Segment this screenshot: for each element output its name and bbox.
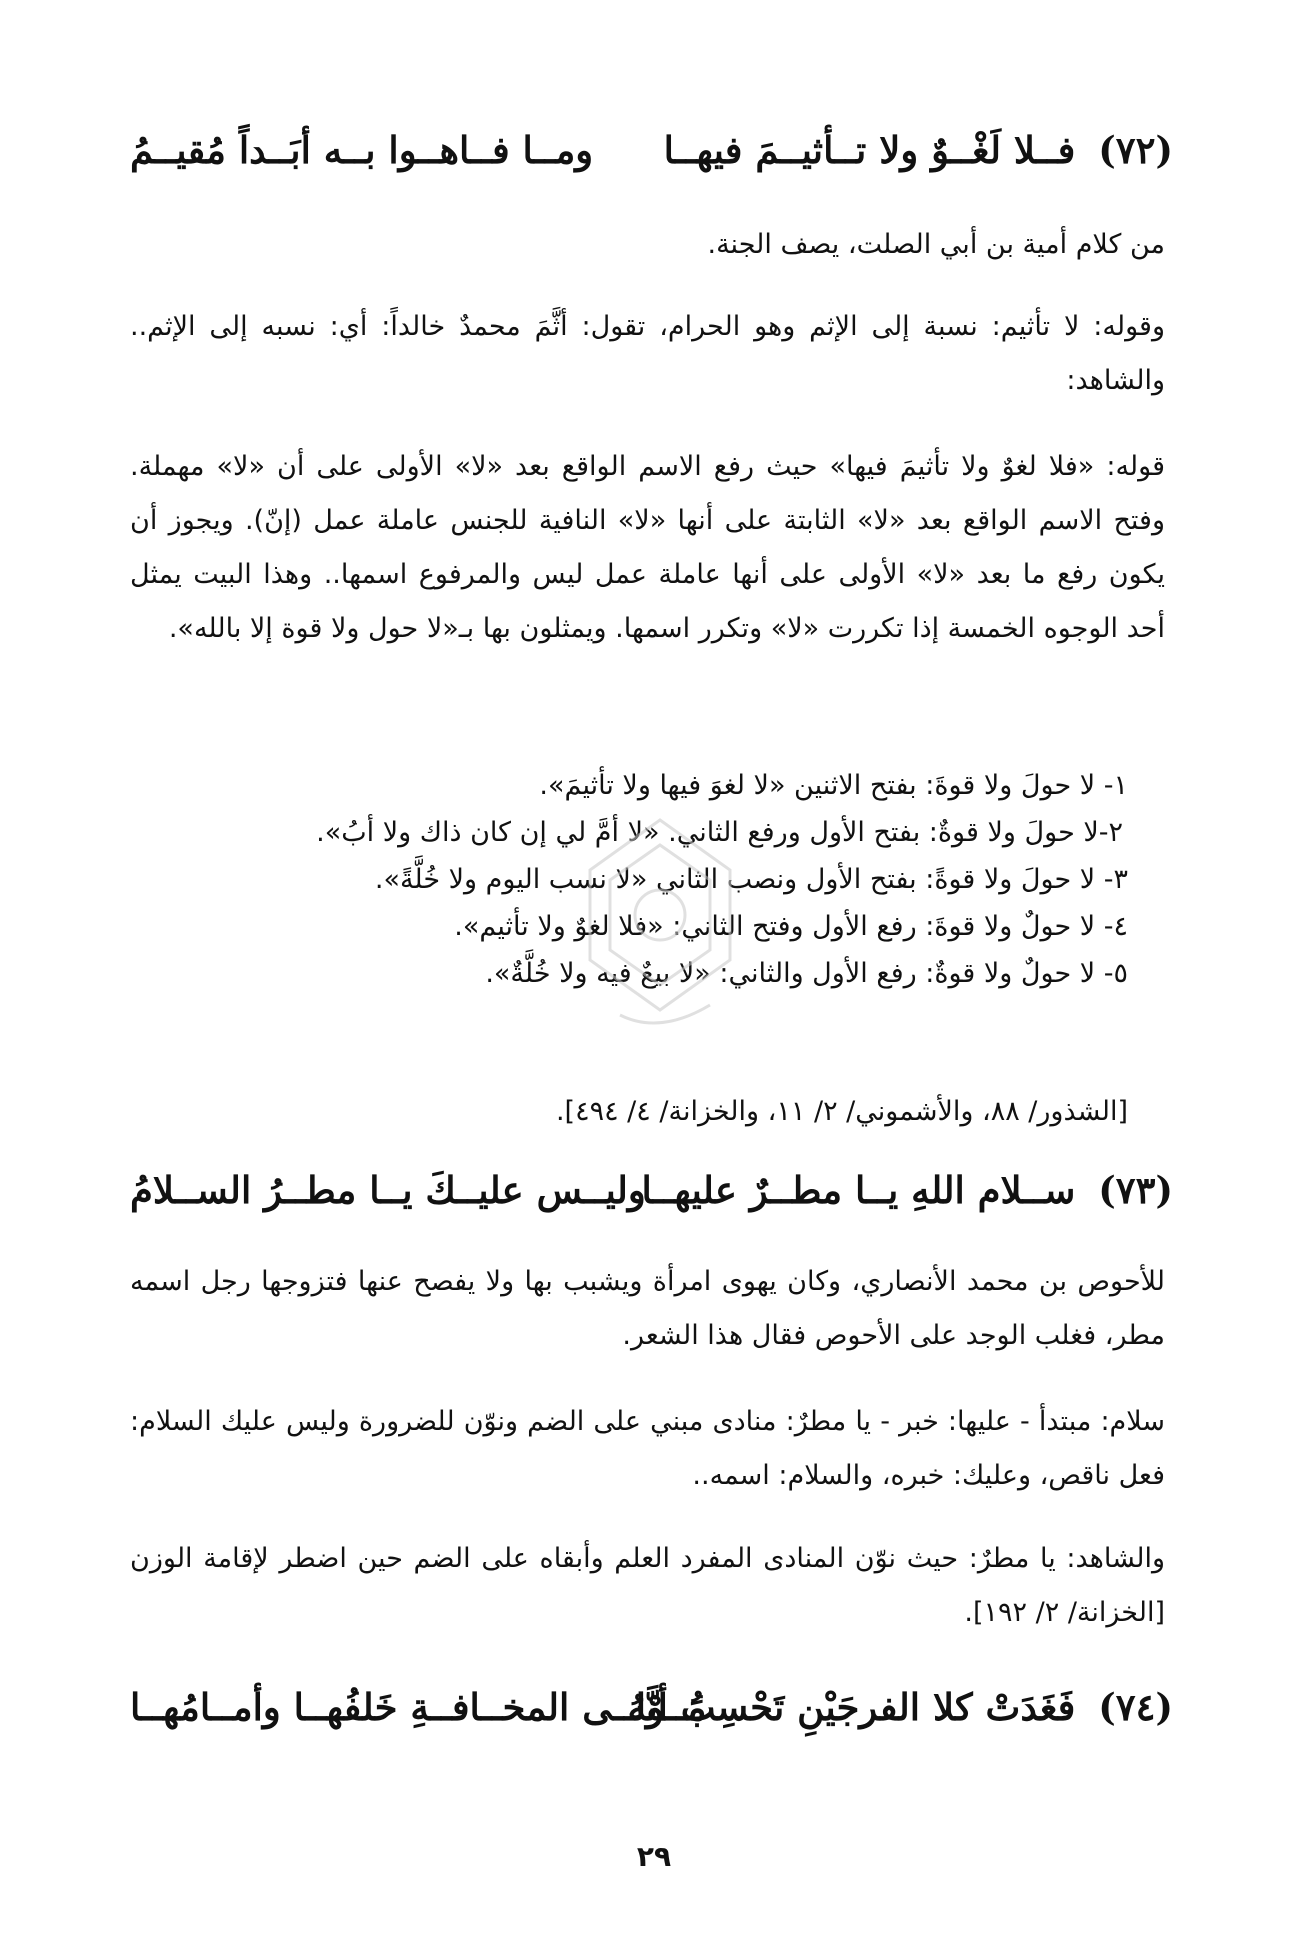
verse-hemistich-second: وليــس عليــكَ يــا مطــرُ الســلامُ (130, 1168, 646, 1212)
verse-hemistich-first: ســلام اللهِ يــا مطــرٌ عليهــا (641, 1168, 1076, 1212)
verse-hemistich-first: فــلا لَغْــوٌ ولا تــأثيــمَ فيهــا (663, 128, 1076, 172)
poet-attribution: للأحوص بن محمد الأنصاري، وكان يهوى امرأة ويشبب بها ولا يفصح عنها فتزوجها رجل اسمه مطر، فغلب الوجد على الأحوص فقال هذا الشعر. (130, 1266, 1165, 1351)
verse-number: (٧٣) (1098, 1168, 1173, 1212)
list-item: ٤- لا حولٌ ولا قوةَ: رفع الأول وفتح الثاني: «فلا لغوٌ ولا تأثيم». (454, 911, 1128, 942)
word-explanation: وقوله: لا تأثيم: نسبة إلى الإثم وهو الحرام، تقول: أثَّمَ محمدٌ خالداً: أي: نسبه إلى الإثم.. والشاهد: (130, 311, 1165, 396)
verse-number: (٧٤) (1098, 1685, 1173, 1729)
poet-attribution: من كلام أمية بن أبي الصلت، يصف الجنة. (707, 229, 1165, 260)
list-item: ٣- لا حولَ ولا قوةً: بفتح الأول ونصب الثاني «لا نسب اليوم ولا خُلَّةً». (374, 864, 1128, 895)
page-number: ٢٩ (636, 1840, 672, 1873)
verse-hemistich-first: فَغَدَتْ كلا الفرجَيْنِ تَحْسِبُ أنَّهُ (627, 1685, 1076, 1729)
list-item: ٢-لا حولَ ولا قوةٌ: بفتح الأول ورفع الثاني. «لا أمَّ لي إن كان ذاك ولا أبُ». (316, 817, 1123, 848)
grammatical-witness: والشاهد: يا مطرٌ: حيث نوّن المنادى المفرد العلم وأبقاه على الضم حين اضطر لإقامة الوزن [الخزانة/ ٢/ ١٩٢]. (130, 1543, 1165, 1628)
verse-74 (130, 1685, 1173, 1735)
list-item: ١- لا حولَ ولا قوةَ: بفتح الاثنين «لا لغوَ فيها ولا تأثيمَ». (539, 770, 1128, 801)
verse-73 (130, 1168, 1173, 1218)
verse-hemistich-second: ومــا فــاهــوا بــه أبَــداً مُقيــمُ (130, 128, 594, 172)
verse-number: (٧٢) (1098, 128, 1173, 172)
grammatical-analysis: سلام: مبتدأ - عليها: خبر - يا مطرٌ: منادى مبني على الضم ونوّن للضرورة وليس عليك السلام: فعل ناقص، وعليك: خبره، والسلام: اسمه.. (130, 1406, 1165, 1491)
watermark-stamp-icon (560, 800, 760, 1040)
verse-hemistich-second: مَــوْلــى المخــافــةِ خَلفُهــا وأمــامُهــا (130, 1685, 707, 1729)
list-item: ٥- لا حولٌ ولا قوةٌ: رفع الأول والثاني: «لا بيعٌ فيه ولا خُلَّةٌ». (485, 958, 1128, 989)
source-references: [الشذور/ ٨٨، والأشموني/ ٢/ ١١، والخزانة/ ٤/ ٤٩٤]. (555, 1096, 1128, 1127)
grammatical-witness: قوله: «فلا لغوٌ ولا تأثيمَ فيها» حيث رفع الاسم الواقع بعد «لا» الأولى على أن «لا» مهملة. وفتح الاسم الواقع بعد «لا» الثابتة على أنها «لا» النافية للجنس عاملة عمل (إنّ). ويجوز أن يكون رفع ما بعد «لا» الأولى على أنها عاملة عمل ليس والمرفوع اسمها.. وهذا البيت يمثل أحد الوجوه الخمسة إذا تكررت «لا» وتكرر اسمها. ويمثلون بها بـ«لا حول ولا قوة إلا بالله». (130, 451, 1165, 644)
verse-72 (130, 128, 1173, 178)
